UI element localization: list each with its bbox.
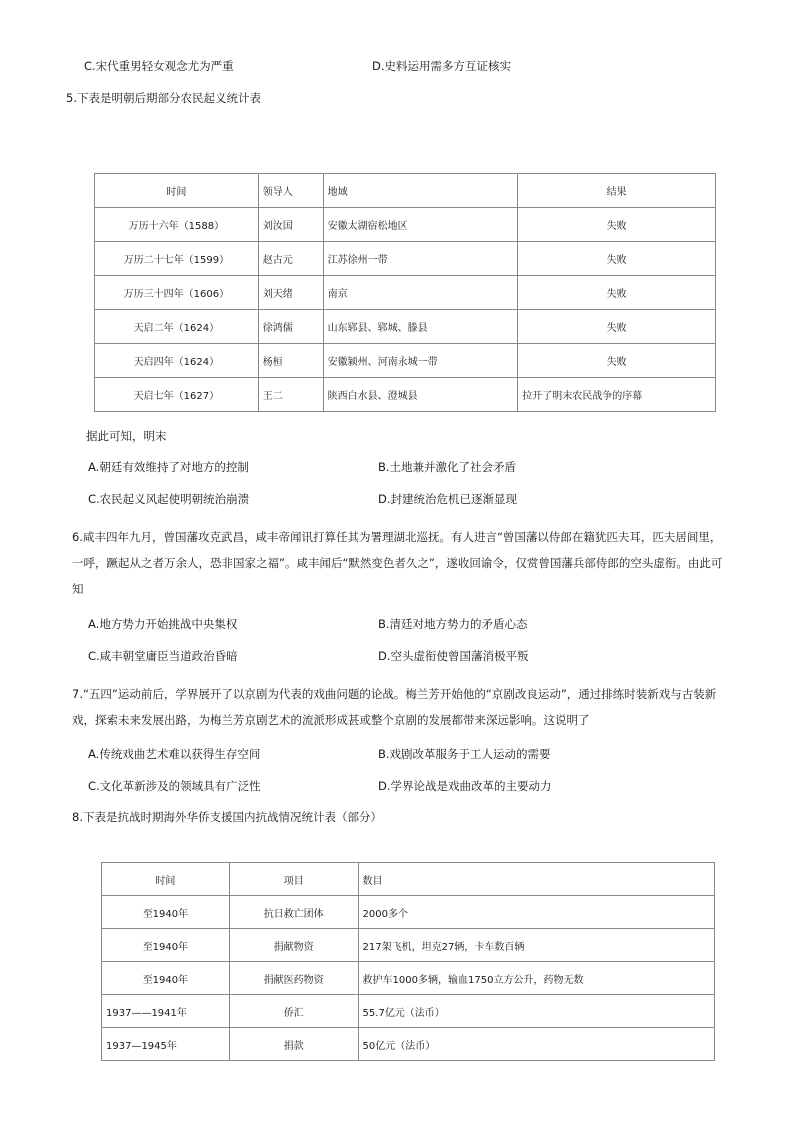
table-cell: 天启七年（1627） — [95, 378, 259, 412]
q6-option-a: A.地方势力开始挑战中央集权 — [88, 617, 238, 631]
table-cell: 抗日救亡团体 — [229, 896, 358, 929]
table-row — [95, 344, 716, 378]
table-cell: 至1940年 — [102, 896, 230, 929]
option-c-prev: C.宋代重男轻女观念尤为严重 — [84, 59, 234, 73]
q5-option-a: A.朝廷有效维持了对地方的控制 — [88, 460, 249, 474]
q7-option-d: D.学界论战是戏曲改革的主要动力 — [378, 779, 552, 793]
table-row — [95, 310, 716, 344]
q8-table — [101, 862, 715, 1061]
table-cell: 217架飞机，坦克27辆，卡车数百辆 — [358, 929, 714, 962]
table-cell: 2000多个 — [358, 896, 714, 929]
table-cell: 江苏徐州一带 — [323, 242, 518, 276]
header-cell: 结果 — [518, 174, 716, 208]
table-cell: 杨桓 — [258, 344, 323, 378]
table-cell: 侨汇 — [229, 995, 358, 1028]
table-cell: 1937——1941年 — [102, 995, 230, 1028]
table-row — [102, 962, 715, 995]
q5-stem: 5.下表是明朝后期部分农民起义统计表 — [66, 91, 261, 105]
header-cell: 时间 — [102, 863, 230, 896]
table-cell: 天启二年（1624） — [95, 310, 259, 344]
table-cell: 赵古元 — [258, 242, 323, 276]
q6-option-c: C.咸丰朝堂庸臣当道政治昏暗 — [88, 649, 238, 663]
table-row — [102, 995, 715, 1028]
q5-option-d: D.封建统治危机已逐渐显现 — [378, 492, 518, 506]
table-row — [102, 896, 715, 929]
table-cell: 安徽太湖宿松地区 — [323, 208, 518, 242]
q7-option-b: B.戏剧改革服务于工人运动的需要 — [378, 747, 551, 761]
option-d-prev: D.史料运用需多方互证核实 — [372, 59, 512, 73]
q6-option-b: B.清廷对地方势力的矛盾心态 — [378, 617, 528, 631]
q5-option-b: B.土地兼并激化了社会矛盾 — [378, 460, 517, 474]
table-cell: 陕西白水县、澄城县 — [323, 378, 518, 412]
table-cell: 拉开了明末农民战争的序幕 — [518, 378, 716, 412]
header-cell: 时间 — [95, 174, 259, 208]
q5-table — [94, 173, 716, 412]
header-cell: 数目 — [358, 863, 714, 896]
table-header-row — [102, 863, 715, 896]
q5-option-c: C.农民起义风起使明朝统治崩溃 — [88, 492, 250, 506]
table-cell: 安徽颍州、河南永城一带 — [323, 344, 518, 378]
table-cell: 55.7亿元（法币） — [358, 995, 714, 1028]
table-cell: 山东郓县、郓城、滕县 — [323, 310, 518, 344]
table-cell: 50亿元（法币） — [358, 1028, 714, 1061]
table-cell: 捐款 — [229, 1028, 358, 1061]
table-cell: 万历二十七年（1599） — [95, 242, 259, 276]
table-cell: 刘天绪 — [258, 276, 323, 310]
q8-stem: 8.下表是抗战时期海外华侨支援国内抗战情况统计表（部分） — [72, 810, 382, 824]
table-row — [95, 208, 716, 242]
q5-lead: 据此可知，明末 — [86, 429, 167, 443]
table-cell: 失败 — [518, 242, 716, 276]
header-cell: 项目 — [229, 863, 358, 896]
q6-stem: 6.咸丰四年九月，曾国藩攻克武昌，咸丰帝闻讯打算任其为署理湖北巡抚。有人进言“曾国藩以侍郎在籍犹匹夫耳，匹夫居闾里，一呼，蹶起从之者万余人，恐非国家之福”。咸丰闻后“默然变色者久之”，遂收回谕令，仅赏曾国藩兵部侍郎的空头虚衔。由此可知 — [72, 530, 723, 596]
table-cell: 捐献物资 — [229, 929, 358, 962]
table-cell: 南京 — [323, 276, 518, 310]
table-cell: 救护车1000多辆，输血1750立方公升，药物无数 — [358, 962, 714, 995]
table-cell: 万历三十四年（1606） — [95, 276, 259, 310]
table-cell: 徐鸿儒 — [258, 310, 323, 344]
table-cell: 王二 — [258, 378, 323, 412]
table-cell: 失败 — [518, 276, 716, 310]
header-cell: 地域 — [323, 174, 518, 208]
table-row — [95, 378, 716, 412]
table-header-row — [95, 174, 716, 208]
table-row — [95, 242, 716, 276]
q7-option-a: A.传统戏曲艺术难以获得生存空间 — [88, 747, 261, 761]
table-cell: 失败 — [518, 310, 716, 344]
table-cell: 万历十六年（1588） — [95, 208, 259, 242]
q6-option-d: D.空头虚衔使曾国藩消极平叛 — [378, 649, 529, 663]
table-cell: 至1940年 — [102, 962, 230, 995]
table-cell: 刘汝国 — [258, 208, 323, 242]
table-cell: 捐献医药物资 — [229, 962, 358, 995]
table-cell: 1937—1945年 — [102, 1028, 230, 1061]
table-cell: 失败 — [518, 208, 716, 242]
q7-option-c: C.文化革新涉及的领域具有广泛性 — [88, 779, 261, 793]
table-row — [102, 929, 715, 962]
table-cell: 失败 — [518, 344, 716, 378]
table-cell: 至1940年 — [102, 929, 230, 962]
table-row — [102, 1028, 715, 1061]
header-cell: 领导人 — [258, 174, 323, 208]
q7-stem: 7.“五四”运动前后，学界展开了以京剧为代表的戏曲问题的论战。梅兰芳开始他的“京剧改良运动”，通过排练时装新戏与古装新戏，探索未来发展出路，为梅兰芳京剧艺术的流派形成甚或整个京剧的发展都带来深远影响。这说明了 — [72, 687, 717, 727]
table-cell: 天启四年（1624） — [95, 344, 259, 378]
table-row — [95, 276, 716, 310]
